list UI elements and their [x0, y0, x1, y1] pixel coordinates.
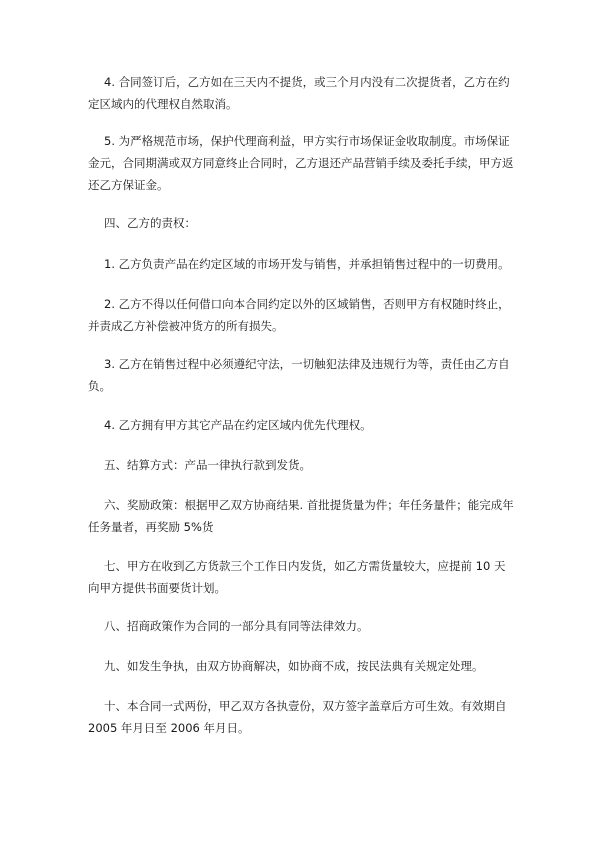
- party-b-clause-4: [88, 414, 524, 436]
- clause-4-pickup: [88, 71, 524, 115]
- text-line: 向甲方提供书面要货计划。: [88, 581, 226, 595]
- text-line: 九、如发生争执，由双方协商解决，如协商不成，按民法典有关规定处理。: [104, 659, 484, 673]
- section-validity: [88, 695, 524, 739]
- text-line: 2005 年月日至 2006 年月日。: [88, 721, 250, 735]
- party-b-clause-2: [88, 293, 524, 337]
- text-line: 4. 乙方拥有甲方其它产品在约定区域内优先代理权。: [104, 418, 372, 432]
- text-line: 四、乙方的责权：: [104, 216, 196, 230]
- text-line: 定区域内的代理权自然取消。: [88, 97, 238, 111]
- text-line: 3. 乙方在销售过程中必须遵纪守法，一切触犯法律及违规行为等，责任由乙方自: [104, 357, 510, 371]
- section-recruitment-policy: [88, 615, 524, 637]
- text-line: 五、结算方式：产品一律执行款到发货。: [104, 458, 311, 472]
- text-line: 十、本合同一式两份，甲乙双方各执壹份，双方签字盖章后方可生效。有效期自: [104, 699, 507, 713]
- section-reward-policy: [88, 494, 524, 538]
- text-line: 八、招商政策作为合同的一部分具有同等法律效力。: [104, 619, 369, 633]
- section-delivery: [88, 555, 524, 599]
- text-line: 2. 乙方不得以任何借口向本合同约定以外的区域销售，否则甲方有权随时终止，: [104, 297, 510, 311]
- text-line: 七、甲方在收到乙方货款三个工作日内发货，如乙方需货量较大，应提前 10 天: [104, 559, 506, 573]
- party-b-clause-1: [88, 253, 524, 275]
- text-line: 4. 合同签订后，乙方如在三天内不提货，或三个月内没有二次提货者，乙方在约: [104, 75, 510, 89]
- section-dispute: [88, 655, 524, 677]
- text-line: 1. 乙方负责产品在约定区域的市场开发与销售，并承担销售过程中的一切费用。: [104, 257, 510, 271]
- party-b-clause-3: [88, 353, 524, 397]
- text-line: 负。: [88, 379, 111, 393]
- text-line: 金元，合同期满或双方同意终止合同时，乙方退还产品营销手续及委托手续，甲方返: [88, 156, 514, 170]
- text-line: 并责成乙方补偿被冲货方的所有损失。: [88, 319, 284, 333]
- text-line: 5. 为严格规范市场，保护代理商利益，甲方实行市场保证金收取制度。市场保证: [104, 134, 510, 148]
- text-line: 还乙方保证金。: [88, 178, 169, 192]
- clause-5-deposit: [88, 130, 524, 196]
- text-line: 六、奖励政策：根据甲乙双方协商结果. 首批提货量为件；年任务量件；能完成年: [104, 498, 514, 512]
- section-settlement: [88, 454, 524, 476]
- text-line: 任务量者，再奖励 5%货: [88, 520, 214, 534]
- section-heading-party-b: [88, 212, 524, 234]
